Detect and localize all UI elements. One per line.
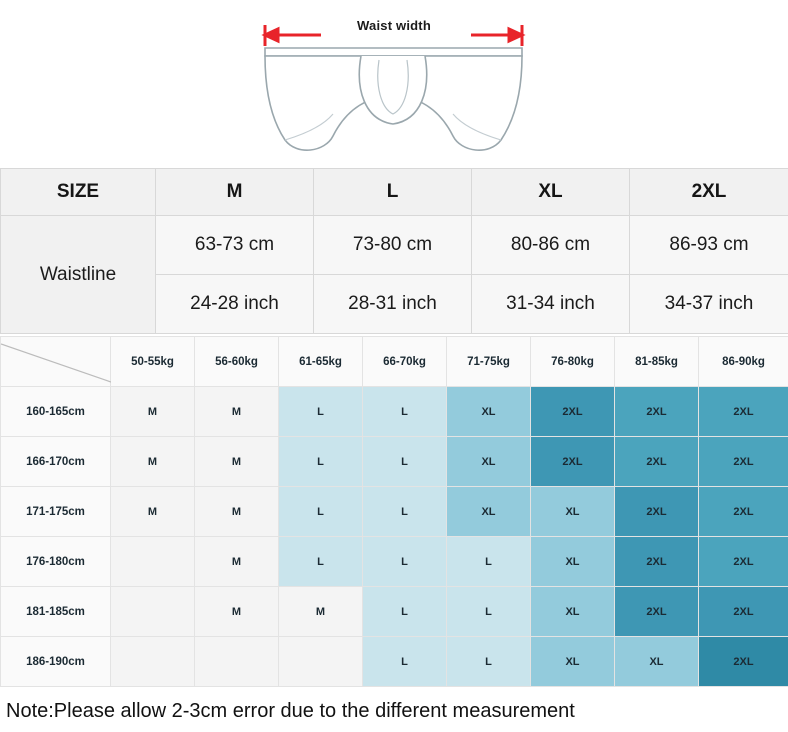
matrix-size-cell: 2XL — [615, 487, 699, 537]
matrix-size-cell — [111, 537, 195, 587]
matrix-size-cell: L — [447, 587, 531, 637]
matrix-size-cell: 2XL — [699, 487, 788, 537]
matrix-size-cell: 2XL — [699, 437, 788, 487]
matrix-size-cell — [111, 637, 195, 687]
matrix-size-cell: 2XL — [615, 587, 699, 637]
matrix-weight-header: 76-80kg — [531, 337, 615, 387]
matrix-size-cell: M — [195, 387, 279, 437]
matrix-size-cell: 2XL — [699, 387, 788, 437]
size-header-size: SIZE — [1, 169, 156, 216]
matrix-size-cell — [195, 637, 279, 687]
matrix-size-cell: L — [279, 387, 363, 437]
waistline-cm-row — [1, 216, 788, 275]
height-weight-matrix — [0, 336, 788, 687]
waistline-cm-2xl: 86-93 cm — [630, 216, 788, 275]
measurement-note: Note:Please allow 2-3cm error due to the different measurement — [6, 700, 575, 722]
matrix-size-cell: XL — [447, 487, 531, 537]
waistline-inch-2xl: 34-37 inch — [630, 275, 788, 334]
matrix-row — [1, 437, 788, 487]
matrix-row — [1, 587, 788, 637]
matrix-height-header: 171-175cm — [1, 487, 111, 537]
matrix-weight-header: 61-65kg — [279, 337, 363, 387]
garment-outline — [265, 48, 522, 150]
matrix-size-cell: XL — [447, 437, 531, 487]
matrix-row — [1, 387, 788, 437]
matrix-size-cell: XL — [531, 637, 615, 687]
matrix-size-cell: XL — [447, 387, 531, 437]
matrix-weight-header: 56-60kg — [195, 337, 279, 387]
matrix-row — [1, 487, 788, 537]
matrix-size-cell: L — [279, 537, 363, 587]
matrix-size-cell: L — [279, 437, 363, 487]
size-header-2xl: 2XL — [630, 169, 788, 216]
matrix-height-header: 181-185cm — [1, 587, 111, 637]
matrix-size-cell: 2XL — [699, 537, 788, 587]
matrix-height-header: 166-170cm — [1, 437, 111, 487]
matrix-size-cell: 2XL — [531, 387, 615, 437]
matrix-size-cell: 2XL — [699, 637, 788, 687]
waistline-inch-l: 28-31 inch — [314, 275, 472, 334]
matrix-size-cell: M — [195, 537, 279, 587]
matrix-size-cell: M — [195, 437, 279, 487]
matrix-size-cell: L — [363, 637, 447, 687]
matrix-corner-cell — [1, 337, 111, 387]
matrix-size-cell — [111, 587, 195, 637]
matrix-size-cell: L — [363, 587, 447, 637]
size-header-m: M — [156, 169, 314, 216]
matrix-size-cell — [279, 637, 363, 687]
matrix-weight-header: 50-55kg — [111, 337, 195, 387]
matrix-size-cell: L — [447, 537, 531, 587]
product-illustration — [0, 0, 788, 168]
matrix-size-cell: M — [195, 487, 279, 537]
matrix-size-cell: L — [279, 487, 363, 537]
diagonal-divider-icon — [1, 338, 111, 385]
matrix-size-cell: M — [111, 437, 195, 487]
size-table-header-row — [1, 169, 788, 216]
matrix-size-cell: XL — [531, 587, 615, 637]
matrix-size-cell: L — [363, 437, 447, 487]
matrix-weight-header: 66-70kg — [363, 337, 447, 387]
matrix-header-row — [1, 337, 788, 387]
matrix-size-cell: M — [111, 487, 195, 537]
matrix-size-cell: XL — [531, 487, 615, 537]
matrix-size-cell: M — [195, 587, 279, 637]
matrix-size-cell: 2XL — [699, 587, 788, 637]
matrix-size-cell: XL — [531, 537, 615, 587]
waistline-label: Waistline — [1, 216, 156, 334]
waistline-cm-l: 73-80 cm — [314, 216, 472, 275]
waist-width-label: Waist width — [357, 18, 431, 33]
size-chart-table — [0, 168, 788, 334]
matrix-size-cell: 2XL — [531, 437, 615, 487]
waistline-cm-xl: 80-86 cm — [472, 216, 630, 275]
matrix-size-cell: XL — [615, 637, 699, 687]
matrix-size-cell: 2XL — [615, 437, 699, 487]
matrix-size-cell: M — [279, 587, 363, 637]
matrix-weight-header: 71-75kg — [447, 337, 531, 387]
size-header-xl: XL — [472, 169, 630, 216]
matrix-weight-header: 86-90kg — [699, 337, 788, 387]
matrix-size-cell: L — [363, 487, 447, 537]
matrix-size-cell: 2XL — [615, 537, 699, 587]
matrix-size-cell: L — [363, 387, 447, 437]
size-header-l: L — [314, 169, 472, 216]
waistline-cm-m: 63-73 cm — [156, 216, 314, 275]
matrix-height-header: 186-190cm — [1, 637, 111, 687]
matrix-row — [1, 637, 788, 687]
matrix-size-cell: L — [447, 637, 531, 687]
matrix-height-header: 176-180cm — [1, 537, 111, 587]
matrix-size-cell: M — [111, 387, 195, 437]
matrix-height-header: 160-165cm — [1, 387, 111, 437]
matrix-row — [1, 537, 788, 587]
matrix-weight-header: 81-85kg — [615, 337, 699, 387]
waistline-inch-xl: 31-34 inch — [472, 275, 630, 334]
waistline-inch-m: 24-28 inch — [156, 275, 314, 334]
matrix-size-cell: L — [363, 537, 447, 587]
matrix-size-cell: 2XL — [615, 387, 699, 437]
